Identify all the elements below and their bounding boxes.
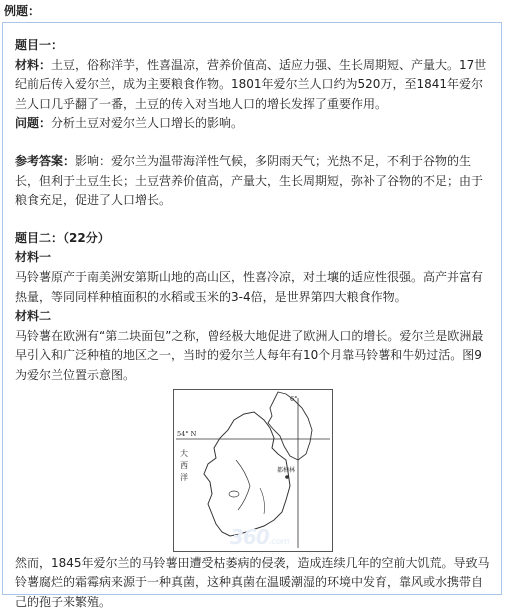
q1-question-label: 问题： xyxy=(15,116,51,130)
q1-material-text: 土豆，俗称洋芋，性喜温凉，营养价值高、适应力强、生长周期短、产量大。17世纪前后传入爱尔兰，成为主要粮食作物。1801年爱尔兰人口约为520万，至1841年爱尔兰人口几乎翻了一番，土豆的传入对当地人口的增长发挥了重要作用。 xyxy=(15,58,486,111)
q1-material xyxy=(15,56,491,115)
ireland-map xyxy=(173,389,333,552)
q1-answer-text: 影响：爱尔兰为温带海洋性气候，多阴雨天气；光热不足，不利于谷物的生长，但利于土豆生长；土豆营养价值高，产量大，生长周期短，弥补了谷物的不足；由于粮食充足，促进了人口增长。 xyxy=(15,154,483,207)
figure-wrap xyxy=(15,389,491,552)
longitude-label: 6° xyxy=(290,395,297,403)
example-heading: 例题： xyxy=(0,0,507,22)
ireland-map-svg xyxy=(174,390,332,551)
watermark-suffix: .com xyxy=(269,537,289,547)
river xyxy=(260,488,265,514)
q2-material2-text: 马铃薯在欧洲有“第二块面包”之称，曾经极大地促进了欧洲人口的增长。爱尔兰是欧洲最早引入和广泛种植的地区之一，当时的爱尔兰人每年有10个月靠马铃薯和牛奶过活。图9为爱尔兰位置示意图。 xyxy=(15,327,491,386)
ocean-label-3: 洋 xyxy=(180,472,188,482)
shannon-river xyxy=(236,460,250,510)
q2-material2-label: 材料二 xyxy=(15,307,491,327)
q2-title: 题目二：（22分） xyxy=(15,229,491,249)
q2-after-map-text: 然而，1845年爱尔兰的马铃薯田遭受枯萎病的侵袭，造成连续几年的空前大饥荒。导致马铃薯腐烂的霜霉病来源于一种真菌，这种真菌在温暖潮湿的环境中发育，靠风或水携带自己的孢子来繁殖。 xyxy=(15,554,491,612)
lake xyxy=(229,491,239,497)
q2-material1-text: 马铃薯原产于南美洲安第斯山地的高山区，性喜冷凉，对土壤的适应性很强。高产并富有热量，等同同样种植面积的水稻或玉米的3-4倍，是世界第四大粮食作物。 xyxy=(15,268,491,307)
latitude-label: 54° N xyxy=(177,430,197,438)
q1-question-text: 分析土豆对爱尔兰人口增长的影响。 xyxy=(51,116,243,130)
ocean-label-2: 西 xyxy=(180,461,188,470)
ireland-coast xyxy=(204,412,290,536)
watermark-text: 360 xyxy=(230,525,269,549)
q1-answer xyxy=(15,152,491,211)
dublin-marker xyxy=(285,475,289,479)
q1-material-label: 材料： xyxy=(15,58,51,72)
spacer xyxy=(15,211,491,229)
q1-question xyxy=(15,114,491,134)
q1-title: 题目一： xyxy=(15,36,491,56)
ocean-label-1: 大 xyxy=(180,448,188,458)
example-box xyxy=(2,22,502,595)
example-content xyxy=(15,36,491,612)
dublin-label: 都柏林 xyxy=(277,466,295,474)
q2-material1-label: 材料一 xyxy=(15,248,491,268)
q1-answer-label: 参考答案： xyxy=(15,154,75,168)
spacer xyxy=(15,134,491,152)
